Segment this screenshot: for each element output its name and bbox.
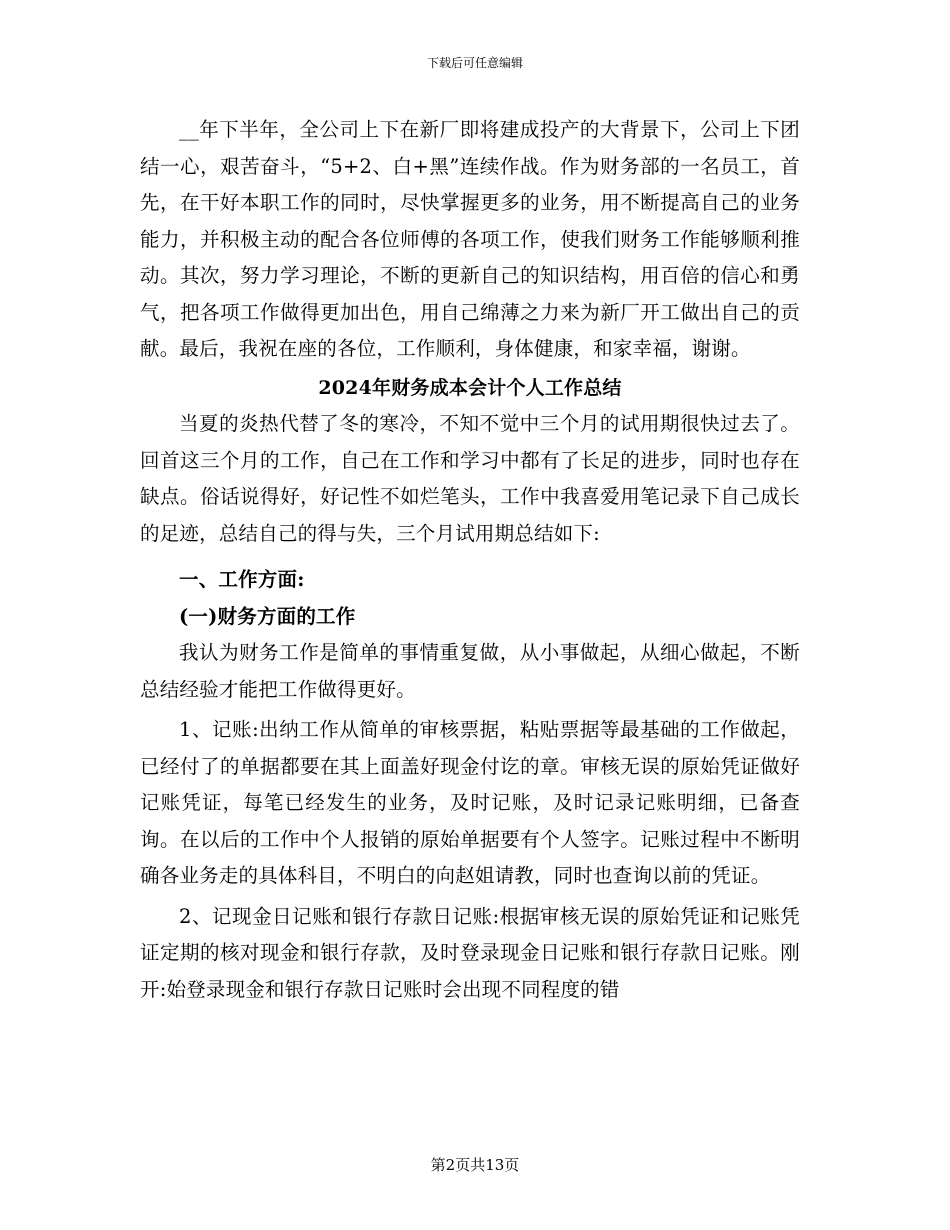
paragraph-cash-journal: 2、记现金日记账和银行存款日记账:根据审核无误的原始凭证和记账凭证定期的核对现金和银行存款，及时登录现金日记账和银行存款日记账。刚开:始登录现金和银行存款日记账时会出现不同程度的错 [140, 904, 800, 1001]
document-body [140, 112, 800, 1008]
heading-work-aspects: 一、工作方面: [179, 568, 305, 591]
page-header: 下载后可任意编辑 [426, 56, 523, 70]
heading-finance-work: (一)财务方面的工作 [179, 604, 356, 628]
section-title: 2024年财务成本会计个人工作总结 [318, 376, 622, 399]
paragraph-finance-view: 我认为财务工作是简单的事情重复做，从小事做起，从细心做起，不断总结经验才能把工作做得更好。 [140, 641, 800, 701]
page-footer: 第2页共13页 [430, 1156, 520, 1174]
paragraph-summary-intro: 当夏的炎热代替了冬的寒冷，不知不觉中三个月的试用期很快过去了。回首这三个月的工作，自己在工作和学习中都有了长足的进步，同时也存在缺点。俗话说得好，好记性不如烂笔头，工作中我喜爱用笔记录下自己成长的足迹，总结自己的得与失，三个月试用期总结如下: [140, 412, 800, 545]
paragraph-bookkeeping: 1、记账:出纳工作从简单的审核票据，粘贴票据等最基础的工作做起，已经付了的单据都要在其上面盖好现金付讫的章。审核无误的原始凭证做好记账凭证，每笔已经发生的业务，及时记账，及时记录记账明细，已备查询。在以后的工作中个人报销的原始单据要有个人签字。记账过程中不断明确各业务走的具体科目，不明白的向赵姐请教，同时也查询以前的凭证。 [140, 718, 800, 887]
paragraph-intro: __年下半年，全公司上下在新厂即将建成投产的大背景下，公司上下团结一心，艰苦奋斗，“5+2、白+黑”连续作战。作为财务部的一名员工，首先，在干好本职工作的同时，尽快掌握更多的业务，用不断提高自己的业务能力，并积极主动的配合各位师傅的各项工作，使我们财务工作能够顺利推动。其次，努力学习理论，不断的更新自己的知识结构，用百倍的信心和勇气，把各项工作做得更加出色，用自己绵薄之力来为新厂开工做出自己的贡献。最后，我祝在座的各位，工作顺利，身体健康，和家幸福，谢谢。 [140, 118, 800, 360]
